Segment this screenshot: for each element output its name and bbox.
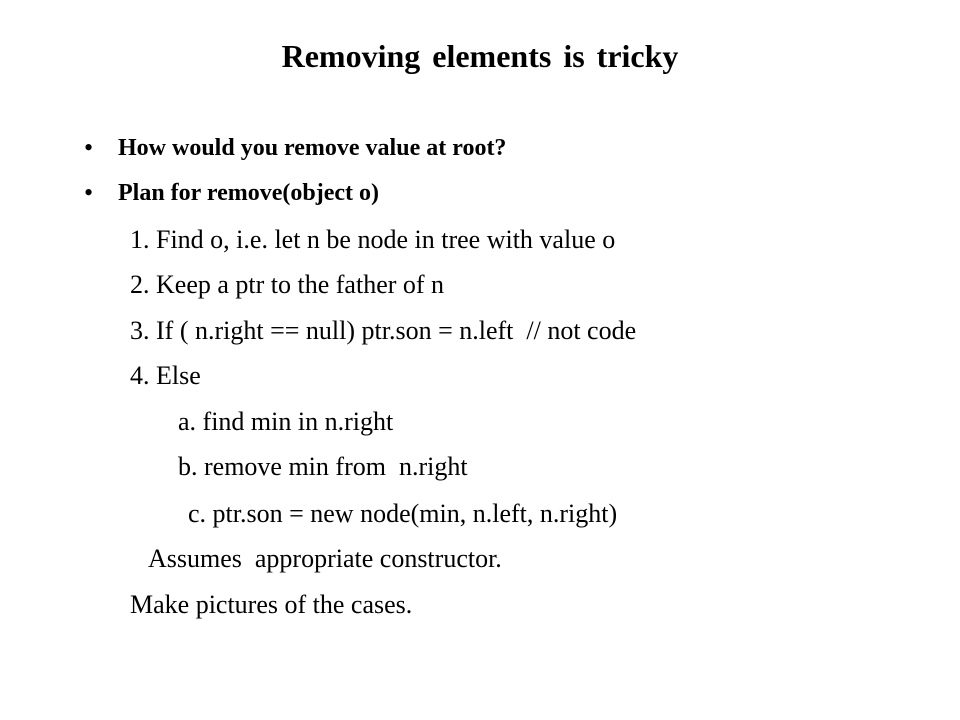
plan-step: 1. Find o, i.e. let n be node in tree with value o: [130, 225, 616, 254]
bullet-marker: •: [84, 133, 94, 162]
note-text: Make pictures of the cases.: [130, 590, 413, 619]
plan-step: 4. Else: [130, 361, 201, 390]
note-text: Assumes appropriate constructor.: [148, 544, 502, 573]
bullet-text: Plan for remove(object o): [118, 180, 380, 206]
bullet-marker: •: [84, 178, 94, 207]
plan-substep: b. remove min from n.right: [178, 452, 468, 481]
plan-step: 3. If ( n.right == null) ptr.son = n.left // not code: [130, 316, 637, 345]
plan-step: 2. Keep a ptr to the father of n: [130, 270, 445, 299]
plan-substep: c. ptr.son = new node(min, n.left, n.right): [188, 499, 618, 528]
plan-substep: a. find min in n.right: [178, 407, 394, 436]
slide-title: Removing elements is tricky: [281, 38, 679, 74]
bullet-text: How would you remove value at root?: [118, 135, 507, 161]
